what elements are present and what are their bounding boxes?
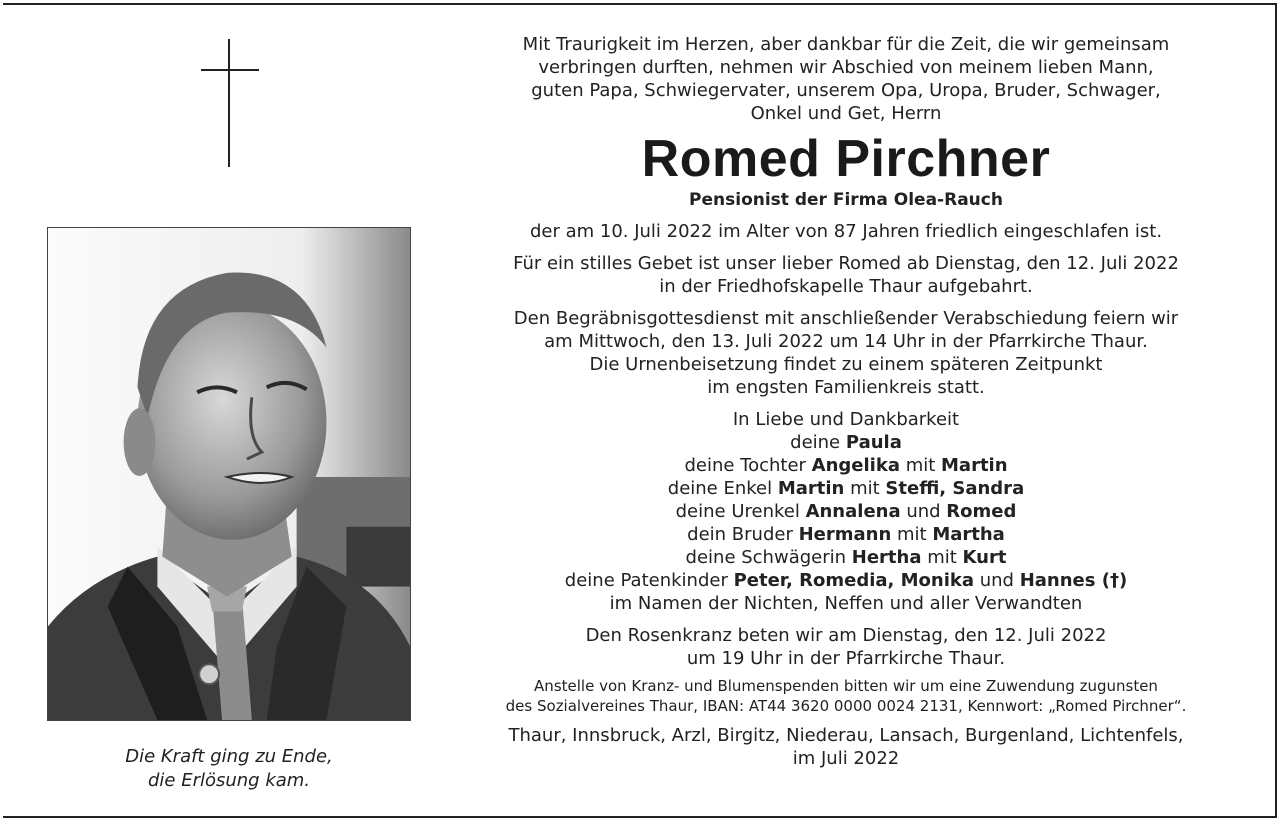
obituary-notice: [3, 3, 1277, 818]
relation-text: deine Tochter: [684, 455, 812, 476]
funeral-line: im engsten Familienkreis statt.: [707, 377, 985, 398]
viewing-info: [443, 252, 1249, 298]
mourner-line: [443, 477, 1249, 500]
relation-text: deine Urenkel: [675, 501, 806, 522]
rosary-line: um 19 Uhr in der Pfarrkirche Thaur.: [686, 648, 1006, 669]
mourner-name: Martin: [941, 455, 1008, 476]
rosary-info: [443, 624, 1249, 670]
mourners-intro: In Liebe und Dankbarkeit: [732, 409, 960, 430]
rosary-line: Den Rosenkranz beten wir am Dienstag, den 12. Juli 2022: [585, 625, 1107, 646]
viewing-line: Für ein stilles Gebet ist unser lieber Romed ab Dienstag, den 12. Juli 2022: [513, 253, 1179, 274]
relation-text: deine: [790, 432, 846, 453]
portrait-photo: [47, 227, 411, 721]
mourner-name: Steffi, Sandra: [885, 478, 1025, 499]
connector-text: mit: [891, 524, 933, 545]
mourner-name: Peter, Romedia, Monika: [733, 570, 975, 591]
intro-line: Onkel und Get, Herrn: [750, 103, 942, 124]
motto: [47, 745, 411, 793]
donation-info: [443, 676, 1249, 716]
motto-line: Die Kraft ging zu Ende,: [125, 746, 333, 767]
obituary-text: [443, 33, 1249, 770]
mourner-name: Paula: [845, 432, 902, 453]
relatives-line: im Namen der Nichten, Neffen und aller Verwandten: [609, 593, 1083, 614]
connector-text: und: [900, 501, 947, 522]
mourner-name: Martin: [777, 478, 845, 499]
relation-text: dein Bruder: [687, 524, 799, 545]
mourner-name: Annalena: [805, 501, 901, 522]
mourner-name: Hannes (†): [1019, 570, 1128, 591]
mourner-name: Hermann: [798, 524, 892, 545]
mourner-name: Martha: [932, 524, 1005, 545]
portrait-illustration: [48, 228, 410, 720]
donation-line: Anstelle von Kranz- und Blumenspenden bitten wir um eine Zuwendung zugunsten: [534, 677, 1158, 695]
profession: Pensionist der Firma Olea-Rauch: [689, 190, 1003, 210]
intro-line: verbringen durften, nehmen wir Abschied von meinem lieben Mann,: [538, 57, 1154, 78]
intro-line: guten Papa, Schwiegervater, unserem Opa, Uropa, Bruder, Schwager,: [531, 80, 1161, 101]
mourner-name: Hertha: [851, 547, 922, 568]
connector-text: und: [974, 570, 1020, 591]
intro-line: Mit Traurigkeit im Herzen, aber dankbar für die Zeit, die wir gemeinsam: [522, 34, 1170, 55]
deceased-name: Romed Pirchner: [641, 130, 1051, 188]
mourner-line: [443, 546, 1249, 569]
mourner-line: [443, 500, 1249, 523]
connector-text: mit: [844, 478, 886, 499]
date-line: im Juli 2022: [792, 748, 900, 769]
viewing-line: in der Friedhofskapelle Thaur aufgebahrt.: [659, 276, 1033, 297]
funeral-info: [443, 307, 1249, 399]
funeral-line: Den Begräbnisgottesdienst mit anschließender Verabschiedung feiern wir: [513, 308, 1179, 329]
relation-text: deine Enkel: [667, 478, 778, 499]
mourner-line: [443, 523, 1249, 546]
passing-statement: der am 10. Juli 2022 im Alter von 87 Jahren friedlich eingeschlafen ist.: [529, 221, 1163, 242]
mourner-line: [443, 454, 1249, 477]
funeral-line: Die Urnenbeisetzung findet zu einem späteren Zeitpunkt: [589, 354, 1103, 375]
motto-line: die Erlösung kam.: [147, 770, 311, 791]
cross-icon: [201, 39, 259, 167]
intro-text: [443, 33, 1249, 125]
relation-text: deine Patenkinder: [564, 570, 734, 591]
relation-text: deine Schwägerin: [685, 547, 852, 568]
connector-text: mit: [899, 455, 942, 476]
places-line: Thaur, Innsbruck, Arzl, Birgitz, Niederau, Lansach, Burgenland, Lichtenfels,: [508, 725, 1184, 746]
funeral-line: am Mittwoch, den 13. Juli 2022 um 14 Uhr in der Pfarrkirche Thaur.: [544, 331, 1148, 352]
mourner-name: Angelika: [811, 455, 900, 476]
places-info: [443, 724, 1249, 770]
donation-line: des Sozialvereines Thaur, IBAN: AT44 3620 0000 0024 2131, Kennwort: „Romed Pirchner“.: [505, 697, 1187, 715]
mourner-line: [443, 431, 1249, 454]
mourners-list: [443, 408, 1249, 615]
connector-text: mit: [921, 547, 963, 568]
mourner-line: [443, 569, 1249, 592]
mourner-name: Kurt: [962, 547, 1007, 568]
mourner-name: Romed: [946, 501, 1017, 522]
